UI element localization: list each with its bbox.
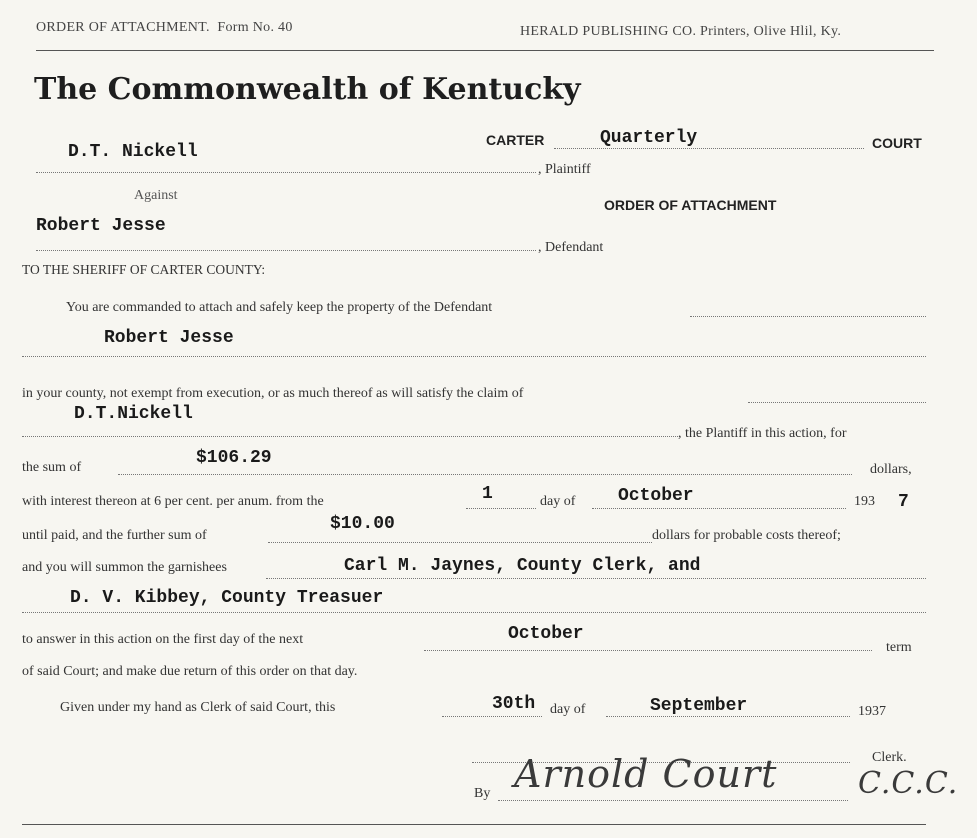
clerk-label: Clerk.: [872, 750, 907, 765]
given-year: [858, 704, 886, 720]
court-label: COURT: [872, 135, 922, 151]
defendant-line: [36, 250, 536, 251]
printer-line: HERALD PUBLISHING CO. Printers, Olive Hlil, Ky.: [520, 24, 842, 39]
sheriff-address: TO THE SHERIFF OF CARTER COUNTY:: [22, 262, 266, 277]
county-text: in your county, not exempt from execution, or as much thereof as will satisfy the claim of: [22, 386, 524, 401]
form-title-label: ORDER OF ATTACHMENT.: [36, 20, 210, 35]
interest-text: with interest thereon at 6 per cent. per anum. from the: [22, 494, 324, 509]
claimant-line: [22, 436, 678, 437]
given-day-of-label: day of: [550, 702, 586, 717]
commanded-line: [690, 316, 926, 317]
sum-amount: $106.29: [196, 448, 272, 468]
summon-text: and you will summon the garnishees: [22, 560, 227, 575]
interest-day-of-label: day of: [540, 494, 576, 509]
garnishee-1: Carl M. Jaynes, County Clerk, and: [344, 556, 701, 576]
garnishee-2: D. V. Kibbey, County Treasuer: [70, 588, 384, 608]
property-owner: Robert Jesse: [104, 328, 234, 348]
against-label: Against: [134, 188, 178, 203]
costs-line: [268, 542, 652, 543]
form-number: Form No. 40: [217, 20, 293, 35]
property-line: [22, 356, 926, 357]
given-day: 30th: [492, 694, 536, 714]
interest-day: 1: [482, 484, 493, 504]
given-month: September: [650, 696, 748, 716]
given-text: Given under my hand as Clerk of said Court, this: [60, 700, 336, 715]
interest-month: October: [618, 486, 694, 506]
plaintiff-line: [36, 172, 536, 173]
interest-year-digit: 7: [898, 492, 909, 512]
order-title: ORDER OF ATTACHMENT: [604, 197, 777, 213]
given-day-line: [442, 716, 542, 717]
signature-suffix: C.C.C.: [858, 766, 959, 801]
return-text: of said Court; and make due return of this order on that day.: [22, 664, 358, 679]
term-month: October: [508, 624, 584, 644]
garnishee-line-1: [266, 578, 926, 579]
garnishee-line-2: [22, 612, 926, 613]
given-month-line: [606, 716, 850, 717]
court-county-label: CARTER: [486, 132, 545, 148]
dollars-label: dollars,: [870, 462, 912, 477]
plaintiff-name: D.T. Nickell: [68, 142, 198, 162]
handwritten-signature: Arnold Court: [514, 752, 778, 796]
sum-label: the sum of: [22, 460, 82, 475]
given-year-prefix: 19: [858, 704, 872, 719]
bottom-rule: [22, 824, 926, 825]
document-title: The Commonwealth of Kentucky: [34, 72, 581, 107]
court-type-line: [554, 148, 864, 149]
term-label: term: [886, 640, 912, 655]
court-type: Quarterly: [600, 128, 698, 148]
by-label: By: [474, 786, 491, 801]
plaintiff-label: , Plaintiff: [538, 162, 591, 177]
plaintiff-in-action: , the Plantiff in this action, for: [678, 426, 847, 441]
interest-year-prefix: 193: [854, 494, 875, 509]
county-line: [748, 402, 926, 403]
sum-line: [118, 474, 852, 475]
defendant-label: , Defendant: [538, 240, 604, 255]
defendant-name: Robert Jesse: [36, 216, 166, 236]
signature-line: [498, 800, 848, 801]
header-rule: [36, 50, 934, 51]
claimant-name: D.T.Nickell: [74, 404, 193, 424]
until-paid-text: until paid, and the further sum of: [22, 528, 207, 543]
interest-month-line: [592, 508, 846, 509]
term-line: [424, 650, 872, 651]
interest-day-line: [466, 508, 536, 509]
form-label: [36, 20, 293, 36]
costs-text: dollars for probable costs thereof;: [652, 528, 841, 543]
costs-amount: $10.00: [330, 514, 395, 534]
answer-text: to answer in this action on the first day of the next: [22, 632, 304, 647]
commanded-text: You are commanded to attach and safely keep the property of the Defendant: [66, 300, 493, 315]
given-year-suffix: 37: [872, 704, 886, 719]
